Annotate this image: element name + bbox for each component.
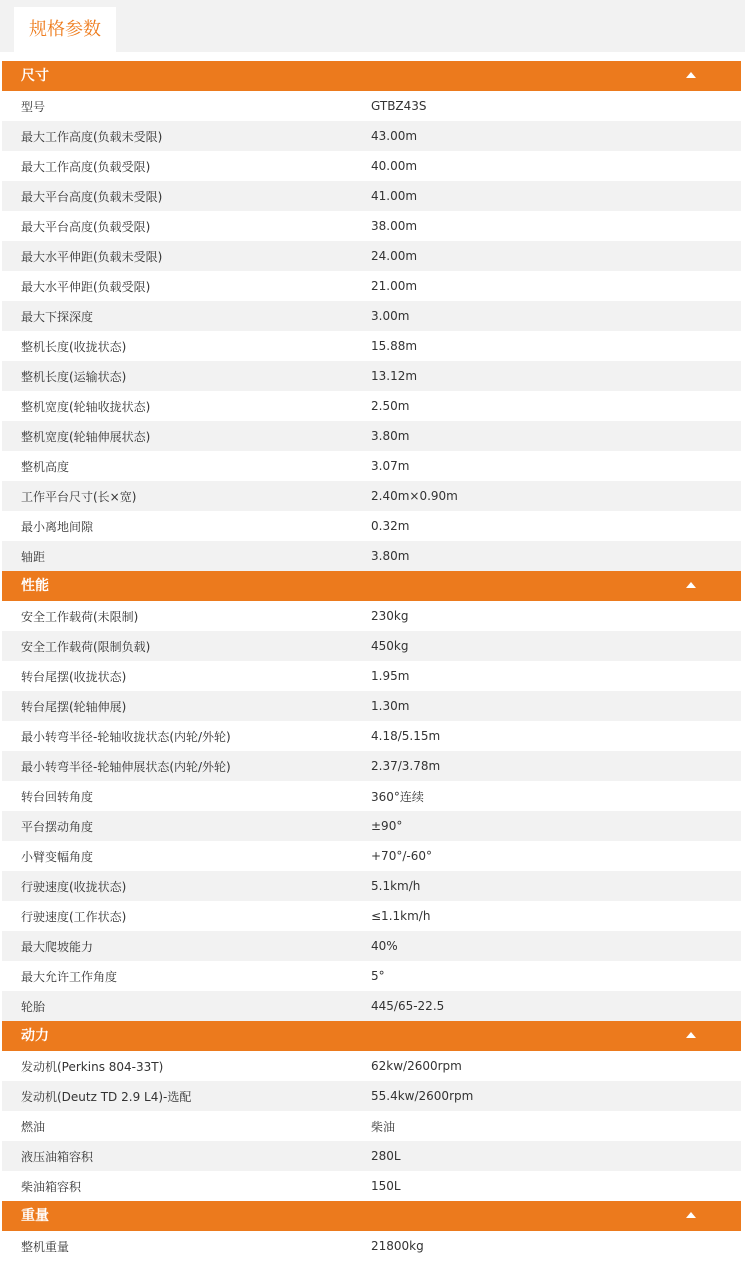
table-row (2, 781, 741, 811)
table-row (2, 331, 741, 361)
spec-sections (2, 61, 741, 1261)
spec-value: ±90° (371, 819, 403, 833)
spec-value: 13.12m (371, 369, 418, 383)
table-row (2, 841, 741, 871)
spec-label: 最小转弯半径-轮轴伸展状态(内轮/外轮) (21, 759, 231, 774)
spec-table (2, 91, 741, 571)
spec-label: 最大允许工作角度 (21, 969, 118, 984)
table-row (2, 931, 741, 961)
spec-label: 整机宽度(轮轴伸展状态) (21, 429, 151, 444)
spec-label: 型号 (21, 99, 46, 114)
section-header[interactable] (2, 61, 741, 91)
spec-value: 21.00m (371, 279, 418, 293)
table-row (2, 631, 741, 661)
spec-value: 280L (371, 1149, 401, 1163)
spec-label: 整机重量 (21, 1239, 70, 1254)
spec-section (2, 571, 741, 1021)
spec-label: 轮胎 (21, 999, 46, 1014)
table-row (2, 241, 741, 271)
spec-label: 转台尾摆(轮轴伸展) (21, 699, 127, 714)
spec-label: 整机长度(运输状态) (21, 369, 127, 384)
spec-label: 最大下探深度 (21, 309, 94, 324)
table-row (2, 721, 741, 751)
table-row (2, 991, 741, 1021)
table-row (2, 1051, 741, 1081)
spec-label: 最小离地间隙 (21, 519, 94, 534)
chevron-up-icon[interactable] (686, 582, 696, 588)
section-header[interactable] (2, 1021, 741, 1051)
spec-section (2, 61, 741, 571)
spec-value: 21800kg (371, 1239, 424, 1253)
spec-value: 230kg (371, 609, 409, 623)
table-row (2, 901, 741, 931)
spec-label: 最大平台高度(负载未受限) (21, 189, 163, 204)
spec-value: 41.00m (371, 189, 418, 203)
spec-value: 150L (371, 1179, 401, 1193)
spec-value: 360°连续 (371, 789, 424, 804)
spec-value: 24.00m (371, 249, 418, 263)
spec-value: 柴油 (371, 1119, 396, 1134)
table-row (2, 811, 741, 841)
table-row (2, 1171, 741, 1201)
spec-label: 整机宽度(轮轴收拢状态) (21, 399, 151, 414)
table-row (2, 181, 741, 211)
spec-value: 15.88m (371, 339, 418, 353)
table-row (2, 511, 741, 541)
spec-label: 转台尾摆(收拢状态) (21, 669, 127, 684)
spec-value: 3.80m (371, 549, 410, 563)
spec-value: 445/65-22.5 (371, 999, 445, 1013)
spec-value: 5° (371, 969, 385, 983)
spec-label: 最大工作高度(负载受限) (21, 159, 151, 174)
spec-value: ≤1.1km/h (371, 909, 431, 923)
section-header[interactable] (2, 1201, 741, 1231)
spec-label: 最大平台高度(负载受限) (21, 219, 151, 234)
table-row (2, 481, 741, 511)
table-row (2, 211, 741, 241)
table-row (2, 121, 741, 151)
section-title: 重量 (21, 1208, 49, 1224)
spec-label: 燃油 (21, 1119, 46, 1134)
spec-value: 1.30m (371, 699, 410, 713)
spec-value: 40% (371, 939, 398, 953)
table-row (2, 421, 741, 451)
spec-label: 最大水平伸距(负载未受限) (21, 249, 163, 264)
spec-label: 安全工作载荷(未限制) (21, 609, 139, 624)
spec-value: 62kw/2600rpm (371, 1059, 462, 1073)
spec-value: 40.00m (371, 159, 418, 173)
table-row (2, 661, 741, 691)
spec-label: 最小转弯半径-轮轴收拢状态(内轮/外轮) (21, 729, 231, 744)
spec-label: 最大爬坡能力 (21, 939, 94, 954)
section-header[interactable] (2, 571, 741, 601)
table-row (2, 451, 741, 481)
spec-label: 转台回转角度 (21, 789, 94, 804)
spec-table (2, 1051, 741, 1201)
tab-bar (0, 0, 745, 52)
spec-label: 安全工作载荷(限制负载) (21, 639, 151, 654)
spec-value: 3.00m (371, 309, 410, 323)
section-title: 性能 (21, 578, 49, 594)
spec-value: 3.07m (371, 459, 410, 473)
spec-table (2, 601, 741, 1021)
table-row (2, 871, 741, 901)
spec-label: 发动机(Deutz TD 2.9 L4)-选配 (21, 1089, 192, 1104)
spec-value: 2.50m (371, 399, 410, 413)
spec-value: +70°/-60° (371, 849, 432, 863)
spec-table (2, 1231, 741, 1261)
spec-label: 行驶速度(工作状态) (21, 909, 127, 924)
spec-label: 整机长度(收拢状态) (21, 339, 127, 354)
table-row (2, 961, 741, 991)
table-row (2, 1231, 741, 1261)
table-row (2, 361, 741, 391)
spec-label: 发动机(Perkins 804-33T) (21, 1059, 164, 1074)
spec-value: 5.1km/h (371, 879, 421, 893)
table-row (2, 541, 741, 571)
tab-specifications[interactable]: 规格参数 (14, 7, 116, 52)
section-title: 尺寸 (21, 68, 49, 84)
chevron-up-icon[interactable] (686, 1032, 696, 1038)
spec-label: 轴距 (21, 549, 46, 564)
spec-label: 工作平台尺寸(长×宽) (21, 489, 137, 504)
spec-label: 柴油箱容积 (21, 1179, 82, 1194)
table-row (2, 751, 741, 781)
spec-label: 整机高度 (21, 459, 70, 474)
spec-value: 0.32m (371, 519, 410, 533)
table-row (2, 151, 741, 181)
spec-label: 平台摆动角度 (21, 819, 94, 834)
section-title: 动力 (21, 1028, 49, 1044)
chevron-up-icon[interactable] (686, 72, 696, 78)
spec-value: GTBZ43S (371, 99, 427, 113)
spec-value: 1.95m (371, 669, 410, 683)
table-row (2, 1081, 741, 1111)
chevron-up-icon[interactable] (686, 1212, 696, 1218)
table-row (2, 1111, 741, 1141)
spec-value: 2.37/3.78m (371, 759, 441, 773)
table-row (2, 601, 741, 631)
spec-value: 450kg (371, 639, 409, 653)
spec-value: 38.00m (371, 219, 418, 233)
spec-label: 最大水平伸距(负载受限) (21, 279, 151, 294)
spec-label: 行驶速度(收拢状态) (21, 879, 127, 894)
spec-label: 最大工作高度(负载未受限) (21, 129, 163, 144)
spec-value: 3.80m (371, 429, 410, 443)
spec-label: 小臂变幅角度 (21, 849, 94, 864)
table-row (2, 271, 741, 301)
table-row (2, 391, 741, 421)
table-row (2, 1141, 741, 1171)
spec-value: 2.40m×0.90m (371, 489, 458, 503)
spec-section (2, 1201, 741, 1261)
table-row (2, 301, 741, 331)
table-row (2, 691, 741, 721)
spec-value: 43.00m (371, 129, 418, 143)
spec-section (2, 1021, 741, 1201)
spec-value: 55.4kw/2600rpm (371, 1089, 474, 1103)
spec-value: 4.18/5.15m (371, 729, 441, 743)
table-row (2, 91, 741, 121)
spec-label: 液压油箱容积 (21, 1149, 94, 1164)
